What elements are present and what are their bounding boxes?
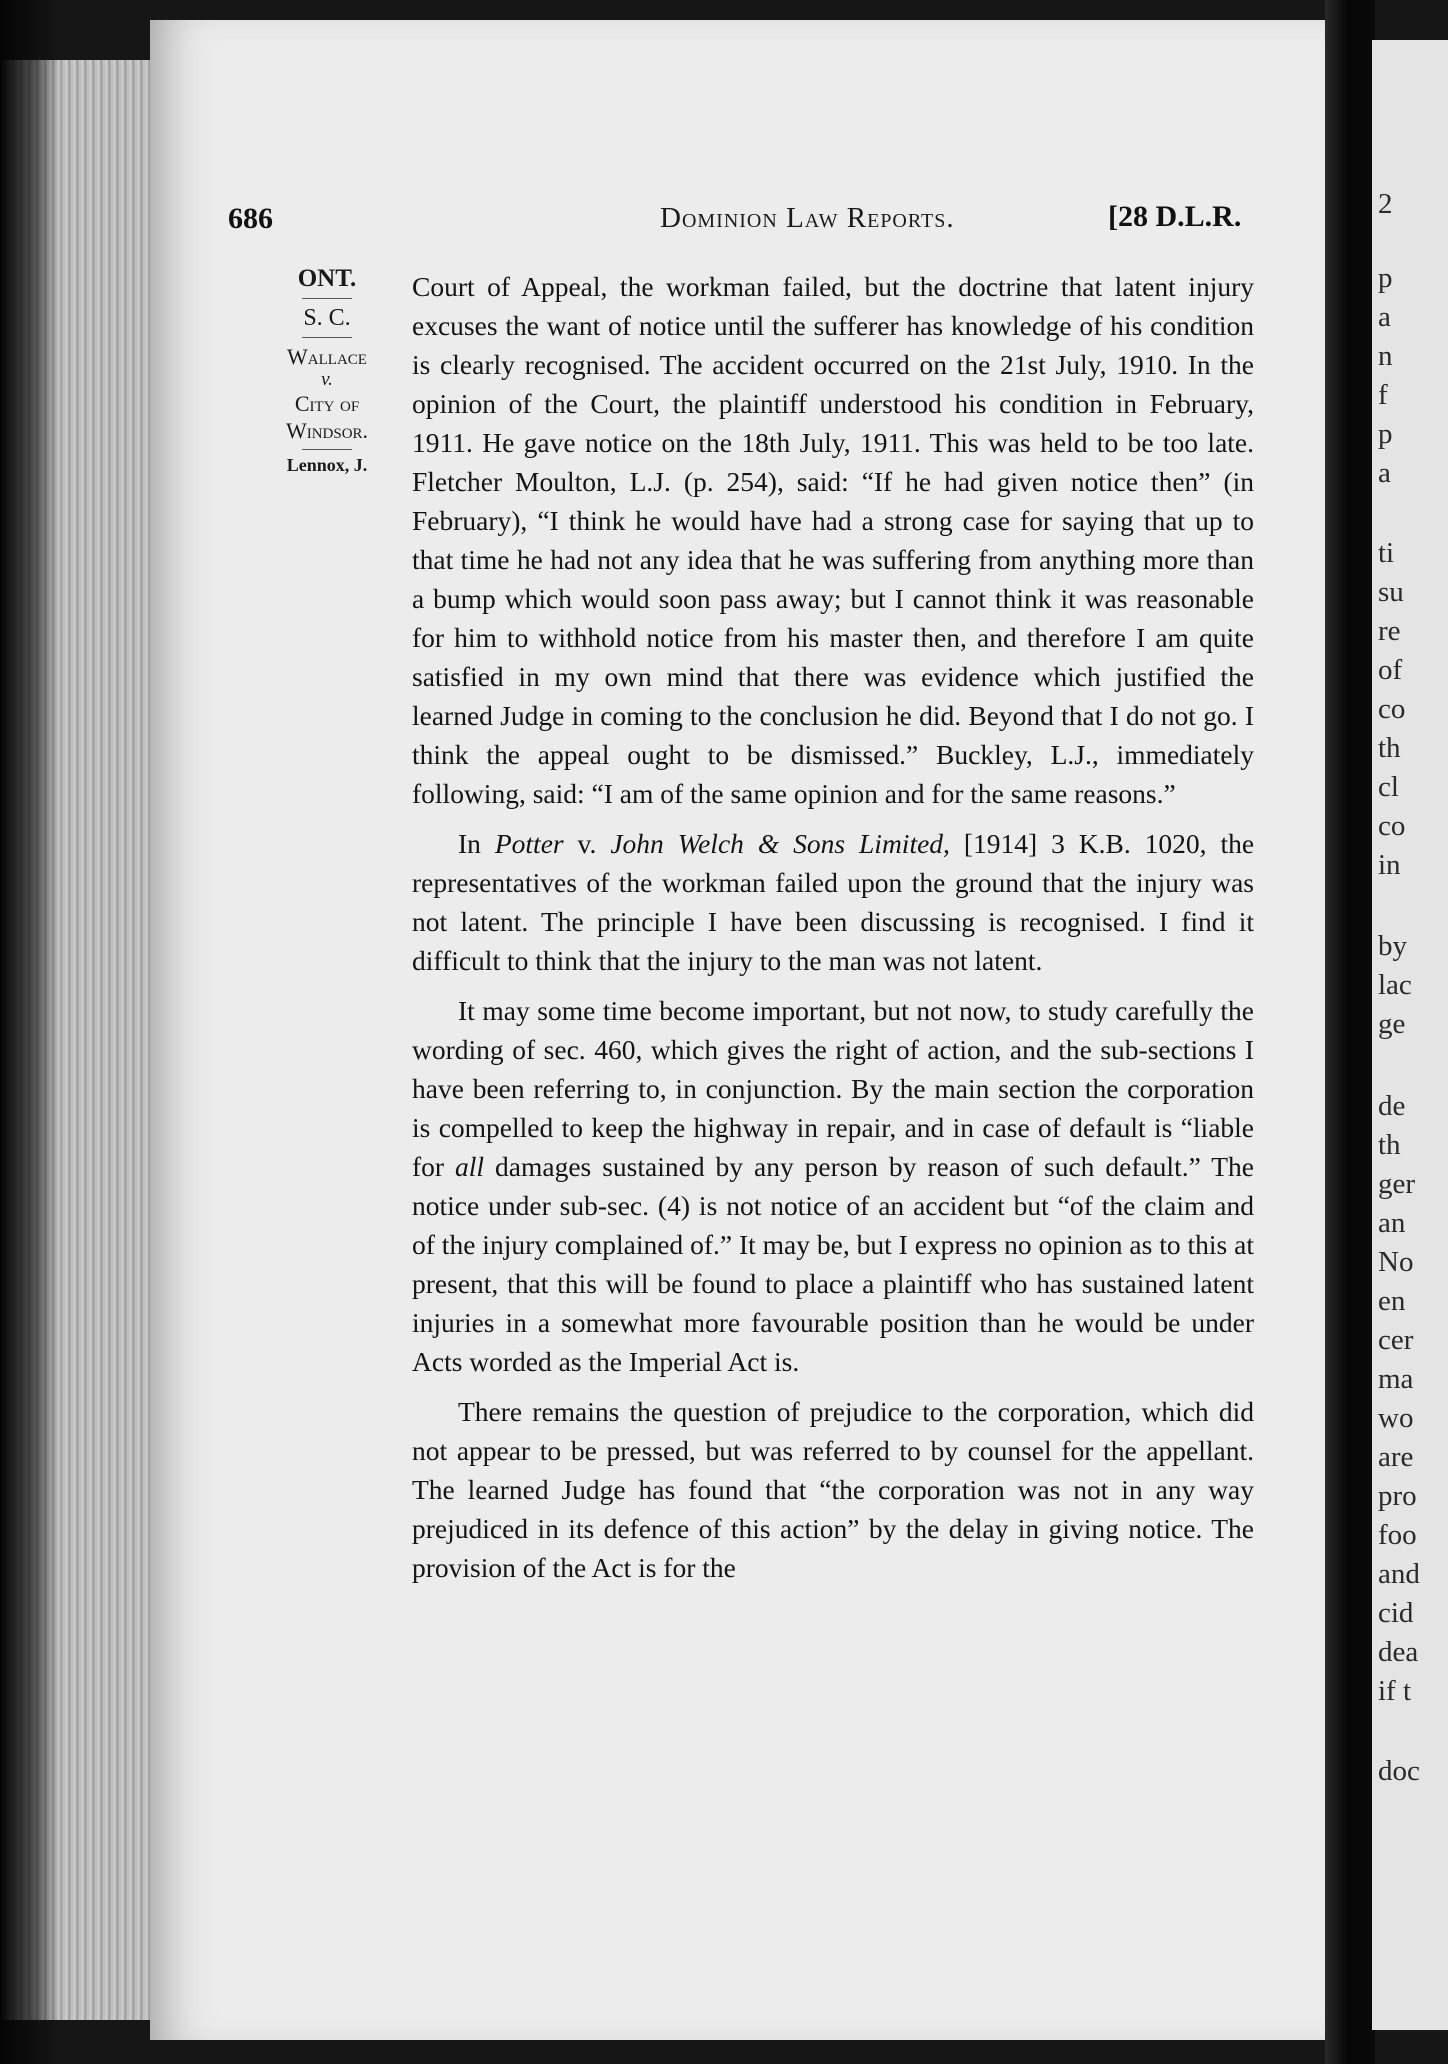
facing-fragment: ma bbox=[1378, 1363, 1414, 1395]
facing-fragment: of bbox=[1378, 654, 1403, 686]
case-name-line: Windsor. bbox=[285, 418, 369, 443]
paragraph bbox=[412, 824, 1254, 980]
text-run: [1914] 3 K.B. 1020, the representatives of the workman failed upon the ground that the injury was not latent. The principle I have been discussing is recognised. I find it difficult to think that the injury to the man was not latent. bbox=[412, 828, 1255, 976]
facing-fragment: su bbox=[1378, 576, 1404, 608]
facing-fragment: cid bbox=[1378, 1597, 1414, 1629]
facing-fragment: f bbox=[1378, 379, 1388, 411]
facing-fragment: pro bbox=[1378, 1480, 1417, 1512]
book-gutter bbox=[1325, 0, 1375, 2064]
facing-fragment: dea bbox=[1378, 1636, 1419, 1668]
paragraph: Court of Appeal, the workman failed, but the doctrine that latent injury excuses the want of notice until the sufferer has knowledge of his condition is clearly recognised. The accident occurred on the 21st July, 1910. In the opinion of the Court, the plaintiff understood his condition in February, 1911. He gave notice on the 18th July, 1911. This was held to be too late. Fletcher Moulton, L.J. (p. 254), said: “If he had given notice then” (in February), “I think he would have had a strong case for saying that up to that time he had not any idea that he was suffering from anything more than a bump which would soon pass away; but I cannot think it was reasonable for him to withhold notice from his master then, and therefore I am quite satisfied in my own mind that there was evidence which justified the learned Judge in coming to the conclusion he did. Beyond that I do not go. I think the appeal ought to be dismissed.” Buckley, L.J., immediately following, said: “I am of the same opinion and for the same reasons.” bbox=[412, 271, 1254, 809]
running-title: Dominion Law Reports. bbox=[660, 202, 955, 234]
facing-fragment: th bbox=[1378, 1129, 1401, 1161]
page-number: 686 bbox=[228, 202, 273, 235]
facing-fragment: th bbox=[1378, 732, 1401, 764]
facing-fragment: co bbox=[1378, 810, 1406, 842]
facing-fragment: cer bbox=[1378, 1324, 1414, 1356]
facing-fragment: an bbox=[1378, 1207, 1406, 1239]
facing-fragment: ger bbox=[1378, 1168, 1416, 1200]
facing-fragment: foo bbox=[1378, 1519, 1417, 1551]
facing-fragment: en bbox=[1378, 1285, 1406, 1317]
facing-fragment: 2 bbox=[1378, 188, 1393, 220]
case-name-line: City of bbox=[294, 391, 360, 416]
divider bbox=[302, 449, 352, 450]
divider bbox=[302, 337, 352, 338]
facing-page-fragment bbox=[1372, 40, 1448, 2030]
judge-name: Lennox, J. bbox=[286, 455, 368, 475]
facing-fragment: in bbox=[1378, 849, 1401, 881]
facing-fragment: cl bbox=[1378, 771, 1399, 803]
case-citation: Potter bbox=[494, 828, 564, 859]
facing-fragment: ge bbox=[1378, 1008, 1406, 1040]
facing-fragment: re bbox=[1378, 615, 1401, 647]
facing-fragment: and bbox=[1378, 1558, 1420, 1590]
facing-fragment: co bbox=[1378, 693, 1406, 725]
facing-fragment: ti bbox=[1378, 537, 1395, 569]
facing-fragment: by bbox=[1378, 930, 1407, 962]
facing-fragment: a bbox=[1378, 301, 1391, 333]
volume-reference: [28 D.L.R. bbox=[1108, 200, 1242, 233]
paragraph: There remains the question of prejudice to the corporation, which did not appear to be pressed, but was referred to by counsel for the appellant. The learned Judge has found that “the corporation was not in any way prejudiced in its defence of this action” by the delay in giving notice. The provision of the Act is for the bbox=[412, 1396, 1254, 1583]
court: S. C. bbox=[303, 305, 351, 331]
facing-fragment: p bbox=[1378, 262, 1393, 294]
case-citation: John Welch & Sons Limited, bbox=[610, 828, 950, 859]
facing-fragment: doc bbox=[1378, 1755, 1420, 1787]
emphasis: all bbox=[455, 1151, 485, 1182]
case-versus: v. bbox=[321, 369, 333, 390]
paragraph bbox=[412, 991, 1254, 1381]
facing-fragment: n bbox=[1378, 340, 1393, 372]
text-run: v. bbox=[577, 828, 597, 859]
facing-fragment: wo bbox=[1378, 1402, 1414, 1434]
facing-fragment: are bbox=[1378, 1441, 1414, 1473]
divider bbox=[302, 298, 352, 299]
jurisdiction: ONT. bbox=[297, 265, 357, 292]
facing-fragment: a bbox=[1378, 457, 1391, 489]
facing-fragment: lac bbox=[1378, 969, 1412, 1001]
text-run: It may some time become important, but not now, to study carefully the wording of sec. 460, which gives the right of action, and the sub-sections I have been referring to, in conjunction. By the main section the corporation is compelled to keep the highway in repair, and in case of default is “liable for bbox=[412, 995, 1254, 1182]
text-run: damages sustained by any person by reason of such default.” The notice under sub-sec. (4) is not notice of an accident but “of the claim and of the injury complained of.” It may be, but I express no opinion as to this at present, that this will be found to place a plaintiff who has sustained latent injuries in a somewhat more favourable position than he would be under Acts worded as the Imperial Act is. bbox=[412, 1151, 1255, 1377]
facing-fragment: p bbox=[1378, 418, 1393, 450]
case-name-line: Wallace bbox=[287, 344, 367, 369]
text-run: In bbox=[458, 828, 481, 859]
body-text bbox=[412, 267, 1254, 1598]
binding-shadow bbox=[0, 0, 60, 2064]
facing-fragment: No bbox=[1378, 1246, 1414, 1278]
margin-notes bbox=[262, 265, 392, 476]
facing-fragment: if t bbox=[1378, 1675, 1412, 1707]
facing-fragment: de bbox=[1378, 1090, 1406, 1122]
